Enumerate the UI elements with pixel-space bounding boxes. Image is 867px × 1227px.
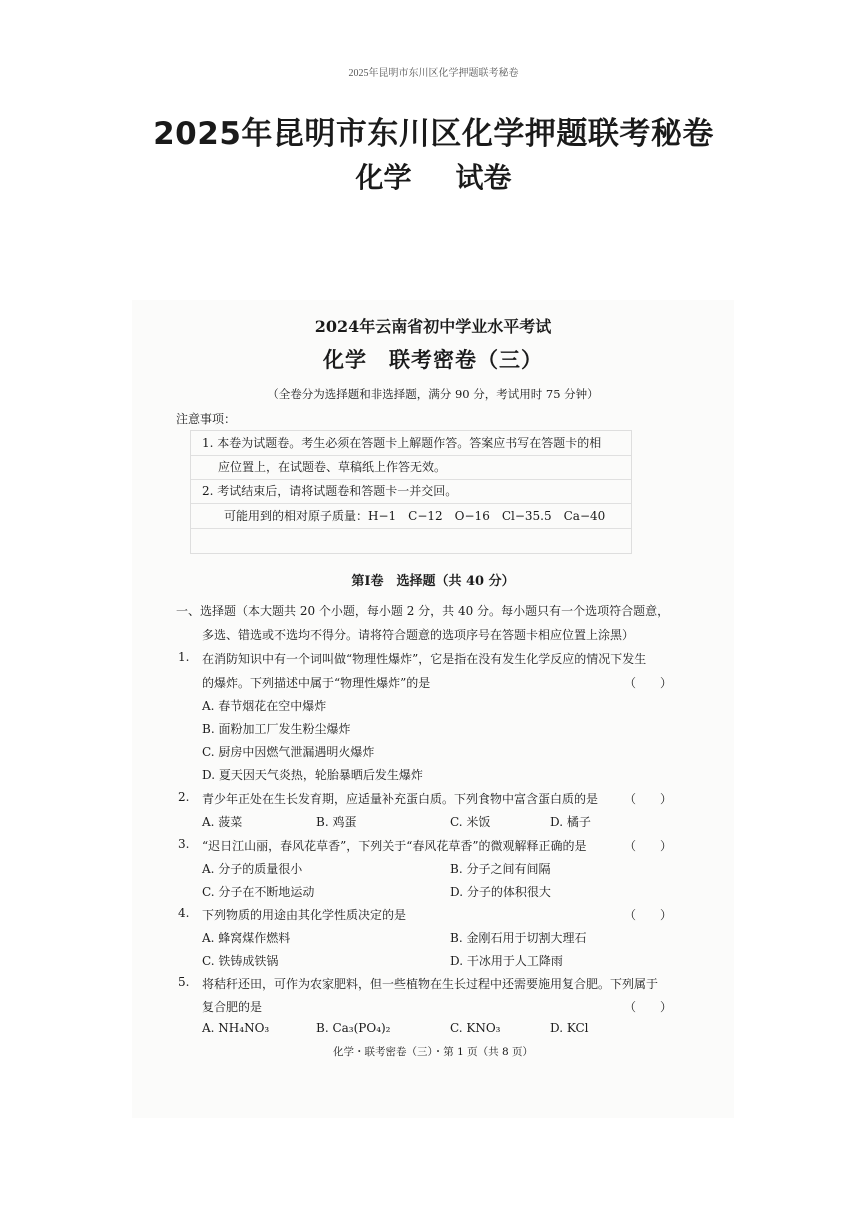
question-5-option-a: A. NH₄NO₃	[202, 1021, 270, 1035]
question-4-option-d: D. 干冰用于人工降雨	[450, 954, 563, 968]
notice-item-2: 2. 考试结束后，请将试题卷和答题卡一并交回。	[202, 484, 458, 498]
question-3-answer-bracket: （ ）	[624, 839, 673, 853]
question-4-option-a: A. 蜂窝煤作燃料	[202, 931, 291, 945]
running-header: 2025年昆明市东川区化学押题联考秘卷	[348, 68, 519, 79]
question-5-number: 5.	[178, 975, 190, 989]
question-5-answer-bracket: （ ）	[624, 1000, 673, 1014]
question-5-option-b: B. Ca₃(PO₄)₂	[316, 1021, 391, 1035]
atomic-masses: 可能用到的相对原子质量：H−1 C−12 O−16 Cl−35.5 Ca−40	[224, 509, 606, 523]
section-title: 第Ⅰ卷 选择题（共 40 分）	[351, 574, 515, 589]
question-2-option-b: B. 鸡蛋	[316, 815, 357, 829]
notice-item-1a: 1. 本卷为试题卷。考生必须在答题卡上解题作答。答案应书写在答题卡的相	[202, 436, 602, 450]
exam-subtitle: 化学 联考密卷（三）	[323, 347, 543, 372]
exam-title: 2024年云南省初中学业水平考试	[314, 317, 552, 336]
subtitle-subject: 化学	[355, 161, 412, 194]
notice-item-1b: 应位置上，在试题卷、草稿纸上作答无效。	[218, 460, 447, 474]
question-4-answer-bracket: （ ）	[624, 908, 673, 922]
question-2-answer-bracket: （ ）	[624, 792, 673, 806]
question-2-number: 2.	[178, 790, 190, 804]
part-intro-a: 一、选择题（本大题共 20 个小题，每小题 2 分，共 40 分。每小题只有一个选项符合题意，	[176, 604, 670, 618]
question-5-option-c: C. KNO₃	[450, 1021, 501, 1035]
question-1-option-a: A. 春节烟花在空中爆炸	[202, 699, 327, 713]
question-3-option-d: D. 分子的体积很大	[450, 885, 551, 899]
question-5-stem-b: 复合肥的是	[202, 1000, 263, 1014]
question-2-stem: 青少年正处在生长发育期，应适量补充蛋白质。下列食物中富含蛋白质的是	[202, 792, 599, 806]
scanned-exam-page	[132, 300, 734, 1118]
question-3-option-a: A. 分子的质量很小	[202, 862, 303, 876]
subtitle-type: 试卷	[455, 161, 512, 194]
question-1-stem-b: 的爆炸。下列描述中属于“物理性爆炸”的是	[202, 676, 431, 690]
question-1-option-b: B. 面粉加工厂发生粉尘爆炸	[202, 722, 351, 736]
part-intro-b: 多选、错选或不选均不得分。请将符合题意的选项序号在答题卡相应位置上涂黑）	[202, 628, 635, 642]
question-1-stem-a: 在消防知识中有一个词叫做“物理性爆炸”，它是指在没有发生化学反应的情况下发生	[202, 652, 647, 666]
notice-label: 注意事项：	[176, 412, 237, 426]
question-1-option-d: D. 夏天因天气炎热，轮胎暴晒后发生爆炸	[202, 768, 423, 782]
question-2-option-d: D. 橘子	[550, 815, 591, 829]
question-3-option-b: B. 分子之间有间隔	[450, 862, 551, 876]
document-subtitle	[0, 156, 867, 196]
question-5-stem-a: 将秸秆还田，可作为农家肥料，但一些植物在生长过程中还需要施用复合肥。下列属于	[202, 977, 659, 991]
question-4-option-b: B. 金刚石用于切割大理石	[450, 931, 587, 945]
question-5-option-d: D. KCl	[550, 1021, 589, 1035]
question-3-stem: “迟日江山丽，春风花草香”，下列关于“春风花草香”的微观解释正确的是	[202, 839, 587, 853]
question-4-option-c: C. 铁铸成铁锅	[202, 954, 279, 968]
question-2-option-c: C. 米饭	[450, 815, 491, 829]
question-4-stem: 下列物质的用途由其化学性质决定的是	[202, 908, 407, 922]
question-3-option-c: C. 分子在不断地运动	[202, 885, 315, 899]
question-1-answer-bracket: （ ）	[624, 676, 673, 690]
question-3-number: 3.	[178, 837, 190, 851]
document-title: 2025年昆明市东川区化学押题联考秘卷	[153, 116, 714, 152]
question-1-option-c: C. 厨房中因燃气泄漏遇明火爆炸	[202, 745, 375, 759]
question-2-option-a: A. 菠菜	[202, 815, 243, 829]
exam-note: （全卷分为选择题和非选择题，满分 90 分，考试用时 75 分钟）	[267, 387, 599, 401]
question-4-number: 4.	[178, 906, 190, 920]
page-footer: 化学・联考密卷（三）・第 1 页（共 8 页）	[333, 1046, 533, 1058]
question-1-number: 1.	[178, 650, 190, 664]
